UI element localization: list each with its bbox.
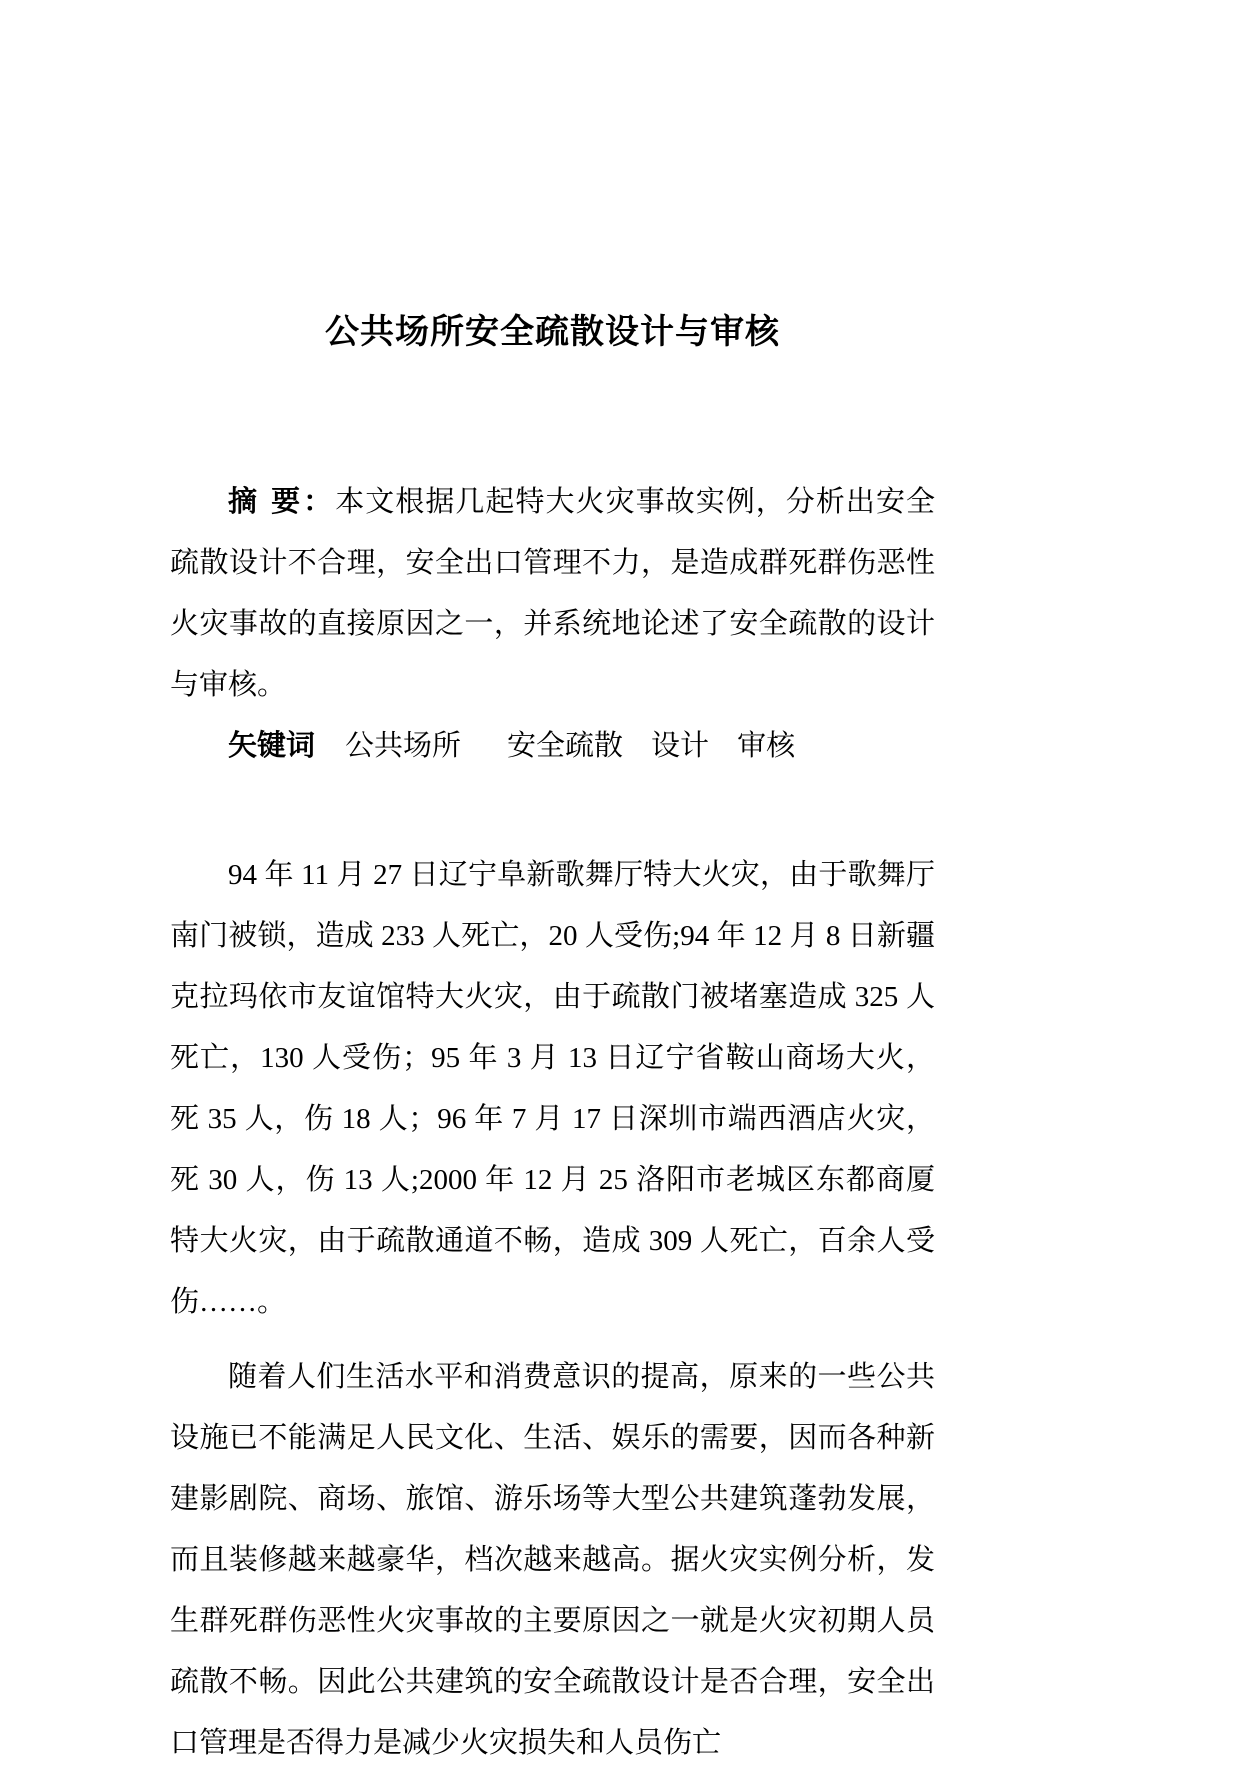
abstract-paragraph <box>170 472 935 716</box>
keywords-label: 矢键词 <box>228 730 316 762</box>
page-title: 公共场所安全疏散设计与审核 <box>325 313 780 351</box>
keyword-item: 设计 <box>651 730 710 762</box>
abstract-label: 摘 要： <box>228 486 336 518</box>
keyword-item: 安全疏散 <box>507 730 624 762</box>
keywords-line <box>170 716 935 777</box>
body-paragraph: 94 年 11 月 27 日辽宁阜新歌舞厅特大火灾，由于歌舞厅南门被锁，造成 233 人死亡，20 人受伤;94 年 12 月 8 日新疆克拉玛依市友谊馆特大火灾，由于疏散门被堵塞造成 325 人死亡，130 人受伤；95 年 3 月 13 日辽宁省鞍山商场大火，死 35 人，伤 18 人；96 年 7 月 17 日深圳市端西酒店火灾，死 30 人，伤 13 人;2000 年 12 月 25 洛阳市老城区东都商厦特大火灾，由于疏散通道不畅，造成 309 人死亡，百余人受伤……。 <box>170 859 935 1318</box>
keyword-item: 公共场所 <box>345 730 462 762</box>
body-paragraph: 随着人们生活水平和消费意识的提高，原来的一些公共设施已不能满足人民文化、生活、娱乐的需要，因而各种新建影剧院、商场、旅馆、游乐场等大型公共建筑蓬勃发展，而且装修越来越豪华，档次越来越高。据火灾实例分析，发生群死群伤恶性火灾事故的主要原因之一就是火灾初期人员疏散不畅。因此公共建筑的安全疏散设计是否合理，安全出口管理是否得力是减少火灾损失和人员伤亡 <box>170 1361 935 1759</box>
keyword-item: 审核 <box>737 730 796 762</box>
abstract-text: 本文根据几起特大火灾事故实例，分析出安全疏散设计不合理，安全出口管理不力，是造成群死群伤恶性火灾事故的直接原因之一，并系统地论述了安全疏散的设计与审核。 <box>170 486 935 701</box>
